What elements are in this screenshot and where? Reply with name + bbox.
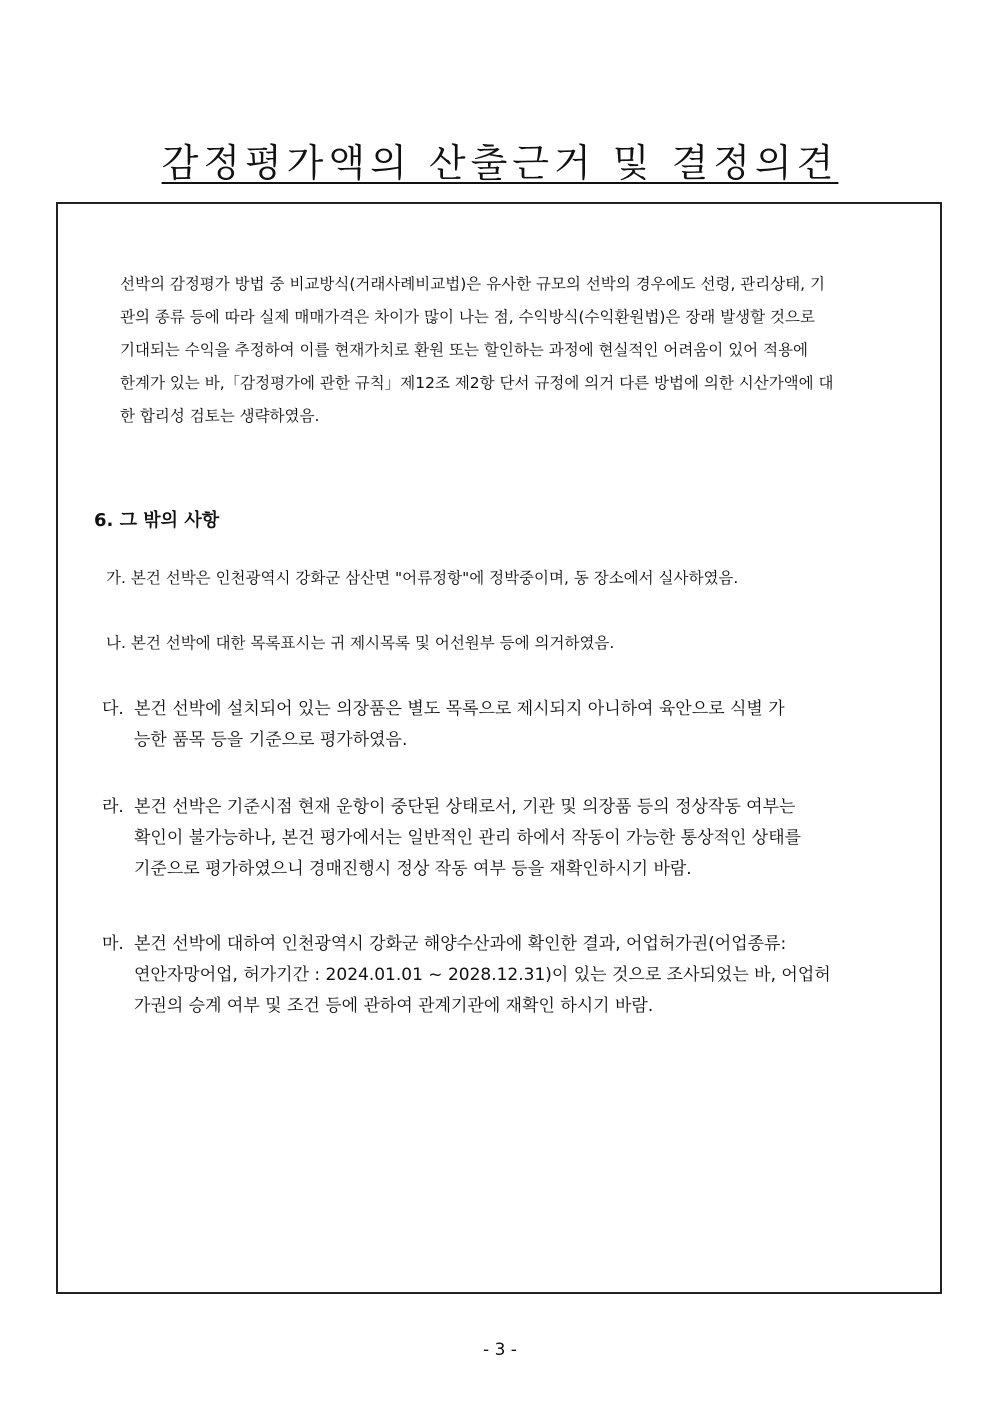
- item-text: 본건 선박에 대하여 인천광역시 강화군 해양수산과에 확인한 결과, 어업허가권(어업종류: 연안자망어업, 허가기간 : 2024.01.01 ~ 2028.12.31)이 있는 것으로 조사되었는 바, 어업허 가권의 승계 여부 및 조건 등에 관하여 관계기관에 재확인 하시기 바람.: [134, 934, 831, 1016]
- item-marker: 라.: [102, 797, 124, 817]
- list-item-ma: [102, 929, 894, 1022]
- item-text: 본건 선박에 설치되어 있는 의장품은 별도 목록으로 제시되지 아니하여 육안으로 식별 가 능한 품목 등을 기준으로 평가하였음.: [134, 699, 785, 750]
- item-marker: 다.: [102, 699, 124, 719]
- item-marker: 가.: [106, 569, 126, 587]
- section-heading: 6. 그 밖의 사항: [94, 510, 220, 531]
- intro-paragraph: 선박의 감정평가 방법 중 비교방식(거래사례비교법)은 유사한 규모의 선박의 경우에도 선령, 관리상태, 기 관의 종류 등에 따라 실제 매매가격은 차이가 많이 나는 점, 수익방식(수익환원법)은 장래 발생할 것으로 기대되는 수익을 추정하여 이를 현재가치로 환원 또는 할인하는 과정에 현실적인 어려움이 있어 적용에 한계가 있는 바,「감정평가에 관한 규칙」제12조 제2항 단서 규정에 의거 다른 방법에 의한 시산가액에 대 한 합리성 검토는 생략하였음.: [120, 275, 834, 425]
- page-title: 감정평가액의 산출근거 및 결정의견: [161, 141, 839, 185]
- item-text: 본건 선박은 인천광역시 강화군 삼산면 "어류정항"에 정박중이며, 동 장소에서 실사하였음.: [130, 569, 739, 587]
- page-number: - 3 -: [483, 1340, 517, 1360]
- item-text: 본건 선박에 대한 목록표시는 귀 제시목록 및 어선원부 등에 의거하였음.: [130, 634, 615, 652]
- list-item-na: [106, 631, 614, 655]
- list-item-ra: [102, 792, 894, 885]
- item-text: 본건 선박은 기준시점 현재 운항이 중단된 상태로서, 기관 및 의장품 등의 정상작동 여부는 확인이 불가능하나, 본건 평가에서는 일반적인 관리 하에서 작동이 가능한 통상적인 상태를 기준으로 평가하였으니 경매진행시 정상 작동 여부 등을 재확인하시기 바람.: [134, 797, 802, 879]
- list-item-da: [102, 694, 894, 756]
- item-marker: 마.: [102, 934, 124, 954]
- item-marker: 나.: [106, 634, 126, 652]
- list-item-ga: [106, 566, 738, 590]
